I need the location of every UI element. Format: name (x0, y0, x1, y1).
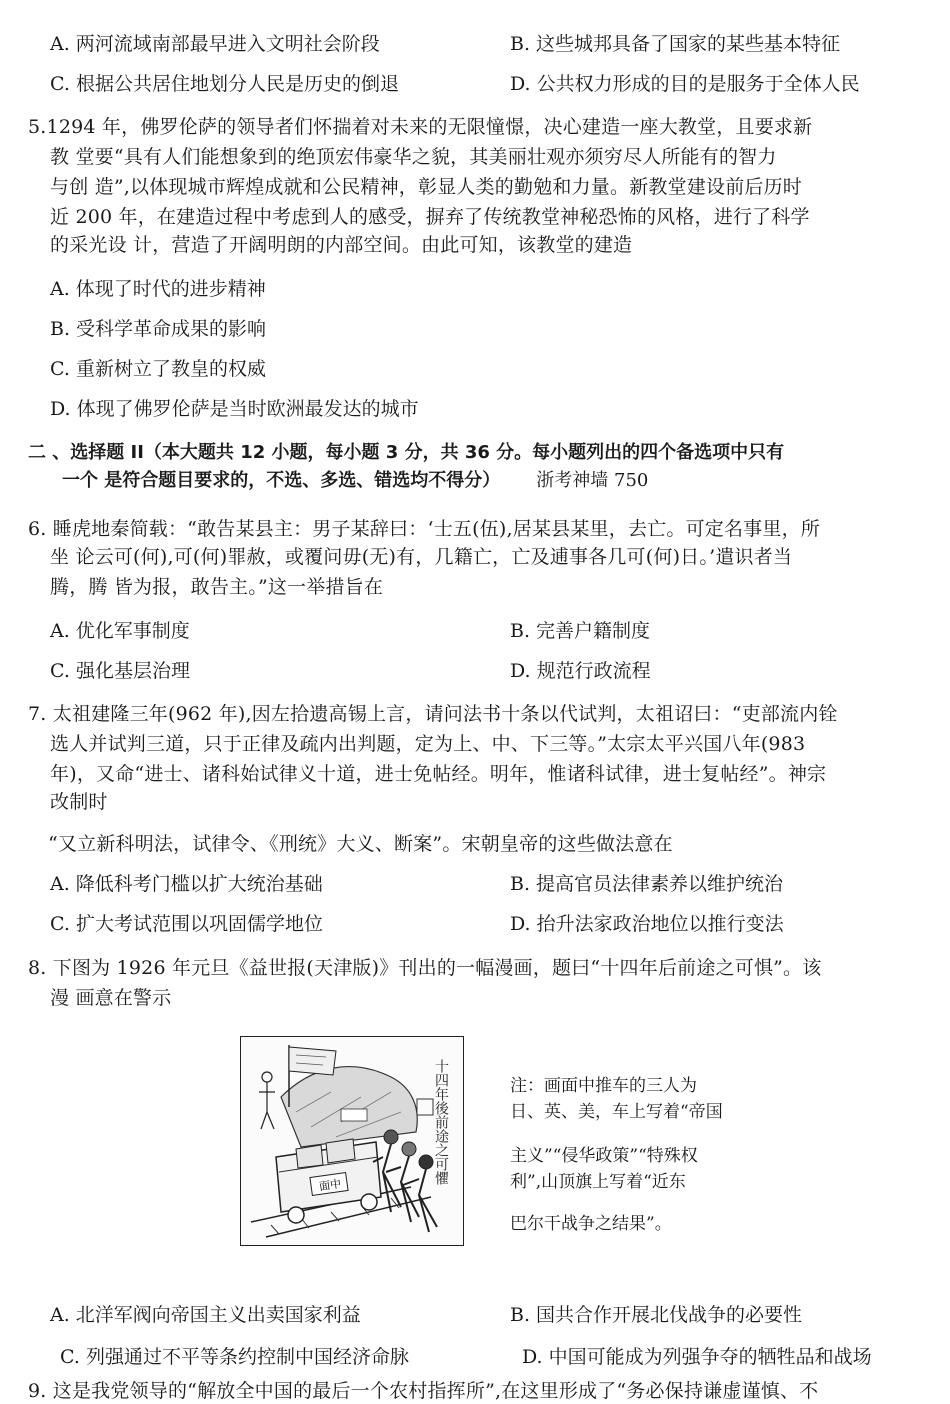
q8-option-a[interactable]: A. 北洋军阀向帝国主义出卖国家利益 (50, 1304, 361, 1326)
q6-option-b[interactable]: B. 完善户籍制度 (510, 620, 651, 642)
q5-option-a[interactable]: A. 体现了时代的进步精神 (50, 278, 266, 300)
q6-option-d[interactable]: D. 规范行政流程 (510, 660, 651, 682)
q4-option-c[interactable]: C. 根据公共居住地划分人民是历史的倒退 (50, 73, 399, 95)
cartoon-figure-body (403, 1169, 437, 1232)
q8-option-b[interactable]: B. 国共合作开展北伐战争的必要性 (510, 1304, 803, 1326)
cartoon-skeleton-body (259, 1082, 275, 1129)
cartoon-figure-head (419, 1155, 433, 1169)
q4-option-b[interactable]: B. 这些城邦具备了国家的某些基本特征 (510, 33, 841, 55)
q6-stem-line: 坐 论云可(何),可(何)罪赦，或覆问毋(无)有，几籍亡，亡及逋事各几可(何)日。’遣识者当 (50, 546, 793, 568)
q8-note-line: 巴尔干战争之结果”。 (510, 1214, 672, 1234)
cartoon-mountain-sign (341, 1109, 367, 1121)
cartoon-drawing (241, 1037, 463, 1245)
cartoon-wheel (361, 1194, 377, 1210)
cartoon-title-text: 十四年後前途之可懼 (433, 1059, 449, 1185)
q5-option-b[interactable]: B. 受科学革命成果的影响 (50, 318, 267, 340)
cartoon-flag (289, 1047, 336, 1075)
cartoon-seal (417, 1099, 433, 1115)
cartoon-image (240, 1036, 464, 1246)
q8-note-line: 主义”“侵华政策”“特殊权 (510, 1146, 698, 1166)
section-2-heading: 二 、选择题 II（本大题共 12 小题，每小题 3 分，共 36 分。每小题列出的四个备选项中只有 (28, 442, 785, 463)
q5-stem-line: 的采光设 计，营造了开阔明朗的内部空间。由此可知，该教堂的建造 (50, 234, 633, 256)
q4-option-a[interactable]: A. 两河流域南部最早进入文明社会阶段 (50, 33, 380, 55)
cartoon-cart-sign-text: 面中 (318, 1177, 342, 1194)
watermark-tag: 浙考神墙 750 (536, 470, 649, 491)
q8-note-line: 日、英、美，车上写着“帝国 (510, 1102, 723, 1122)
q7-stem-line: 选人并试判三道，只于正律及疏内出判题，定为上、中、下三等。”太宗太平兴国八年(983 (50, 733, 806, 755)
q8-note-line: 利”,山顶旗上写着“近东 (510, 1172, 686, 1192)
q5-stem-line: 近 200 年，在建造过程中考虑到人的感受，摒弃了传统教堂神秘恐怖的风格，进行了科学 (50, 206, 810, 228)
q5-stem-line: 与创 造”,以体现城市辉煌成就和公民精神，彰显人类的勤勉和力量。新教堂建设前后历时 (50, 176, 802, 198)
q5-option-c[interactable]: C. 重新树立了教皇的权威 (50, 358, 266, 380)
q6-stem-line: 6. 睡虎地秦简载：“敢告某县主：男子某辞曰：‘士五(伍),居某县某里，去亡。可定名事里，所 (28, 518, 820, 540)
q7-stem-line: 7. 太祖建隆三年(962 年),因左拾遗高锡上言，请问法书十条以代试判，太祖诏曰：“吏部流内铨 (28, 703, 838, 725)
q8-note-line: 注：画面中推车的三人为 (510, 1076, 697, 1096)
cartoon-vertical-title (433, 1059, 449, 1185)
cartoon-wheel (288, 1207, 304, 1223)
section-2-instructions: 一个 是符合题目要求的，不选、多选、错选均不得分） (62, 470, 501, 491)
q6-option-a[interactable]: A. 优化军事制度 (50, 620, 190, 642)
q8-option-d[interactable]: D. 中国可能成为列强争夺的牺牲品和战场 (522, 1346, 872, 1368)
cartoon-figure-head (402, 1142, 416, 1156)
q4-option-d[interactable]: D. 公共权力形成的目的是服务于全体人民 (510, 73, 860, 95)
q5-option-d[interactable]: D. 体现了佛罗伦萨是当时欧洲最发达的城市 (50, 398, 419, 420)
q5-stem-line: 5.1294 年，佛罗伦萨的领导者们怀揣着对未来的无限憧憬，决心建造一座大教堂，且要求新 (28, 116, 813, 138)
q8-option-c[interactable]: C. 列强通过不平等条约控制中国经济命脉 (60, 1346, 409, 1368)
q9-stem-line: 9. 这是我党领导的“解放全中国的最后一个农村指挥所”,在这里形成了“务必保持谦虚谨慎、不 (28, 1380, 819, 1402)
q7-stem-line: 年)，又命“进士、诸科始试律义十道，进士免帖经。明年，惟诸科试律，进士复帖经”。神宗 (50, 763, 827, 785)
cartoon-skeleton-head (262, 1072, 272, 1082)
q5-stem-line: 教 堂要“具有人们能想象到的绝顶宏伟豪华之貌，其美丽壮观亦须穷尽人所能有的智力 (50, 146, 777, 168)
q7-stem-line: 改制时 (50, 791, 108, 813)
q6-option-c[interactable]: C. 强化基层治理 (50, 660, 190, 682)
q7-option-b[interactable]: B. 提高官员法律素养以维护统治 (510, 873, 784, 895)
q8-stem-line: 漫 画意在警示 (50, 987, 172, 1009)
cartoon-figure-head (384, 1130, 398, 1144)
q7-option-d[interactable]: D. 抬升法家政治地位以推行变法 (510, 913, 784, 935)
q7-option-c[interactable]: C. 扩大考试范围以巩固儒学地位 (50, 913, 323, 935)
q7-option-a[interactable]: A. 降低科考门槛以扩大统治基础 (50, 873, 323, 895)
q6-stem-line: 腾，腾 皆为报，敢告主。”这一举措旨在 (50, 576, 384, 598)
section-2-heading-cont (62, 468, 648, 494)
q7-stem-line: “又立新科明法，试律令、《刑统》大义、断案”。宋朝皇帝的这些做法意在 (48, 833, 673, 855)
q8-stem-line: 8. 下图为 1926 年元旦《益世报(天津版)》刊出的一幅漫画，题曰“十四年后前途之可惧”。该 (28, 957, 822, 979)
